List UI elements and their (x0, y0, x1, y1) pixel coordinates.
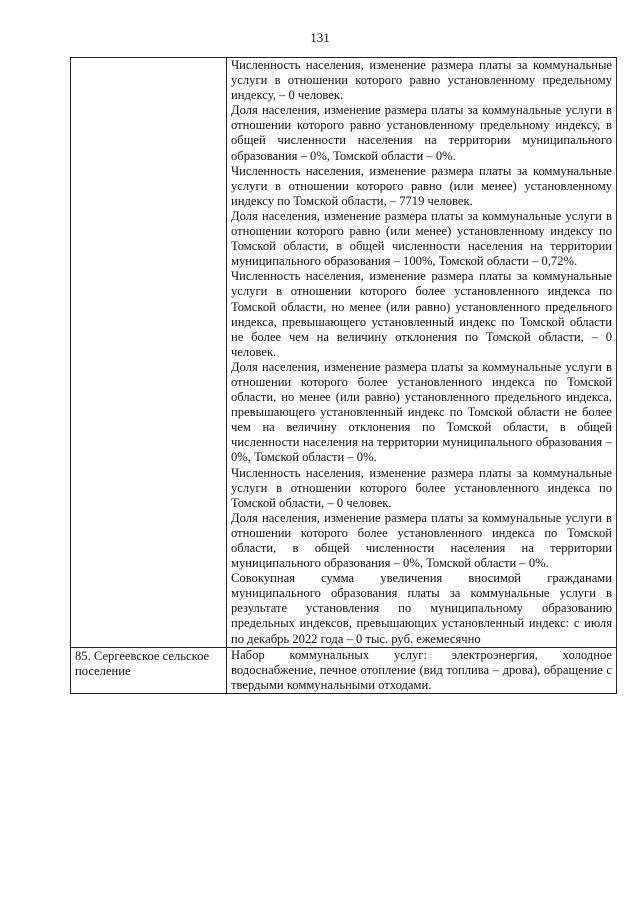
settlement-name: 85. Сергеевское сельское поселение (75, 648, 210, 678)
table-cell-right (227, 58, 617, 648)
settlement-name-cell (71, 647, 227, 693)
table-cell-left (71, 58, 227, 648)
paragraph: Доля населения, изменение размера платы за коммунальные услуги в отношении которого более установленного индекса по Томской области, но менее (или равно) установленного предельного индекса, превышающего установленный индекс по Томской области не более чем на величину отклонения по Томской области, в общей численности населения на территории муниципального образования – 0%, Томской области – 0%. (231, 359, 612, 465)
paragraph: Доля населения, изменение размера платы за коммунальные услуги в отношении которого равно установленному предельному индексу, в общей численности населения на территории муниципального образования – 0%, Томской области – 0%. (231, 103, 612, 163)
paragraph: Доля населения, изменение размера платы за коммунальные услуги в отношении которого равно (или менее) установленному индексу по Томской области, в общей численности населения на территории муниципального образования – 100%, Томской области – 0,72%. (231, 208, 612, 269)
table-row (71, 58, 617, 648)
tariff-table (70, 57, 617, 694)
paragraph: Численность населения, изменение размера платы за коммунальные услуги в отношении которого более установленного индекса по Томской области, но менее (или равно) установленного предельного индекса, превышающего установленный индекс по Томской области не более чем на величину отклонения по Томской области, – 0 человек. (231, 269, 612, 359)
paragraph: Доля населения, изменение размера платы за коммунальные услуги в отношении которого более установленного индекса по Томской области, в общей численности населения на территории муниципального образования – 0%, Томской области – 0%. (231, 510, 612, 571)
paragraph: Численность населения, изменение размера платы за коммунальные услуги в отношении которого более установленного индекса по Томской области, – 0 человек. (231, 465, 612, 510)
page-number: 131 (310, 30, 330, 45)
paragraph: Численность населения, изменение размера платы за коммунальные услуги в отношении которого равно установленному предельному индексу, – 0 человек. (231, 58, 612, 103)
paragraph: Численность населения, изменение размера платы за коммунальные услуги в отношении которого равно (или менее) установленному индексу по Томской области, – 7719 человек. (231, 163, 612, 208)
services-text: Набор коммунальных услуг: электроэнергия, холодное водоснабжение, печное отопление (вид топлива – дрова), обращение с твердыми коммунальными отходами. (231, 647, 612, 692)
services-cell (227, 647, 617, 693)
paragraph: Совокупная сумма увеличения вносимой гражданами муниципального образования платы за коммунальные услуги в результате установления по муниципальному образованию предельных индексов, превышающих установленный индекс: с июля по декабрь 2022 года – 0 тыс. руб. ежемесячно (231, 571, 612, 646)
table-row (71, 647, 617, 693)
